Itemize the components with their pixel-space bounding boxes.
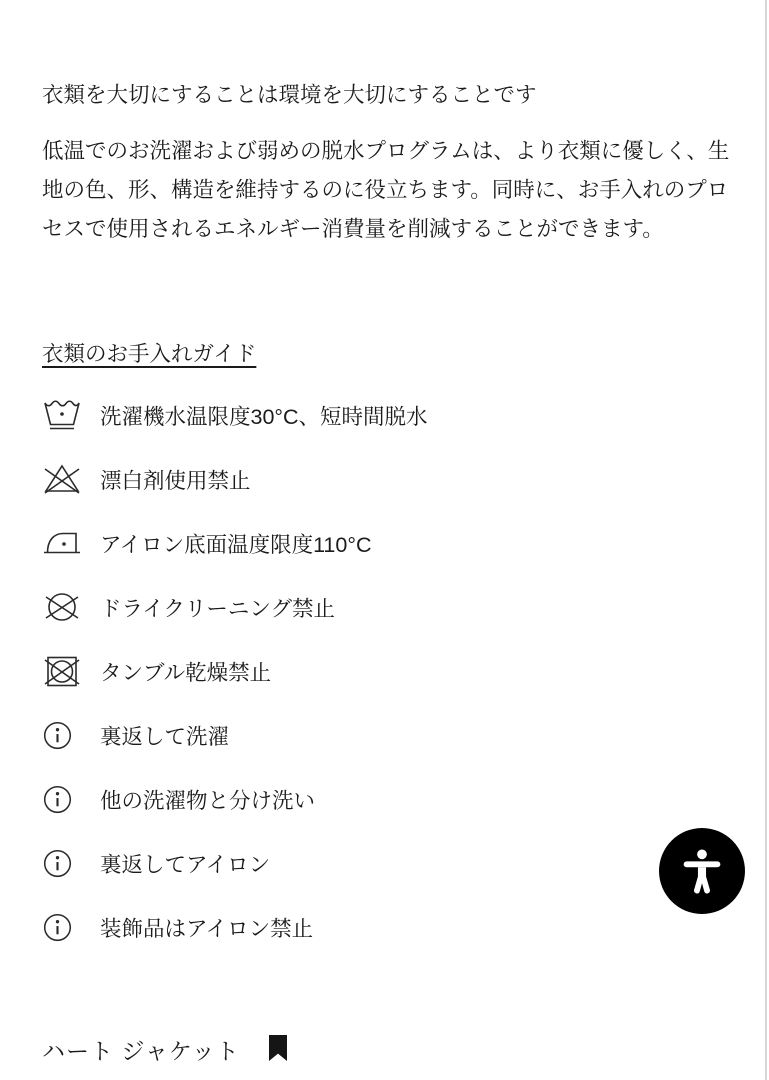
accessibility-person-icon: [675, 843, 729, 900]
care-item-label: 装飾品はアイロン禁止: [100, 916, 314, 941]
intro-paragraph: 低温でのお洗濯および弱めの脱水プログラムは、より衣類に優しく、生地の色、形、構造を維持するのに役立ちます。同時に、お手入れのプロセスで使用されるエネルギー消費量を削減することができます。: [42, 139, 730, 241]
info-icon: [42, 912, 100, 943]
care-item-label: ドライクリーニング禁止: [100, 596, 335, 621]
no-bleach-icon: [42, 461, 100, 497]
care-item-label: アイロン底面温度限度110°C: [100, 532, 372, 557]
care-item-bleach: [42, 447, 428, 511]
care-item-label: タンブル乾燥禁止: [100, 660, 272, 685]
wash-30-gentle-icon: [42, 397, 100, 433]
no-tumble-dry-icon: [42, 653, 100, 689]
care-item-label: 裏返して洗濯: [100, 724, 230, 749]
product-title: ハート ジャケット: [42, 1038, 240, 1064]
info-icon: [42, 720, 100, 751]
right-edge-divider: [765, 0, 767, 1080]
care-item-dry-clean: [42, 575, 428, 639]
no-dry-clean-icon: [42, 589, 100, 625]
care-item-wash: [42, 383, 428, 447]
care-item-label: 漂白剤使用禁止: [100, 468, 251, 493]
info-icon: [42, 784, 100, 815]
iron-110-icon: [42, 525, 100, 561]
product-footer: [42, 1033, 288, 1066]
care-item-iron-inside-out: [42, 831, 428, 895]
info-icon: [42, 848, 100, 879]
care-item-wash-inside-out: [42, 703, 428, 767]
accessibility-widget-button[interactable]: [659, 828, 745, 914]
bookmark-icon: [268, 1035, 288, 1065]
care-item-tumble-dry: [42, 639, 428, 703]
care-item-wash-separately: [42, 767, 428, 831]
care-item-iron: [42, 511, 428, 575]
care-item-no-iron-trims: [42, 895, 428, 959]
care-guide-title: 衣類のお手入れガイド: [42, 342, 257, 366]
care-item-label: 洗濯機水温限度30°C、短時間脱水: [100, 404, 428, 429]
intro-heading: 衣類を大切にすることは環境を大切にすることです: [42, 83, 537, 107]
bookmark-button[interactable]: [268, 1035, 288, 1065]
care-instructions-list: [42, 383, 428, 959]
care-item-label: 他の洗濯物と分け洗い: [100, 788, 316, 813]
care-item-label: 裏返してアイロン: [100, 852, 271, 877]
